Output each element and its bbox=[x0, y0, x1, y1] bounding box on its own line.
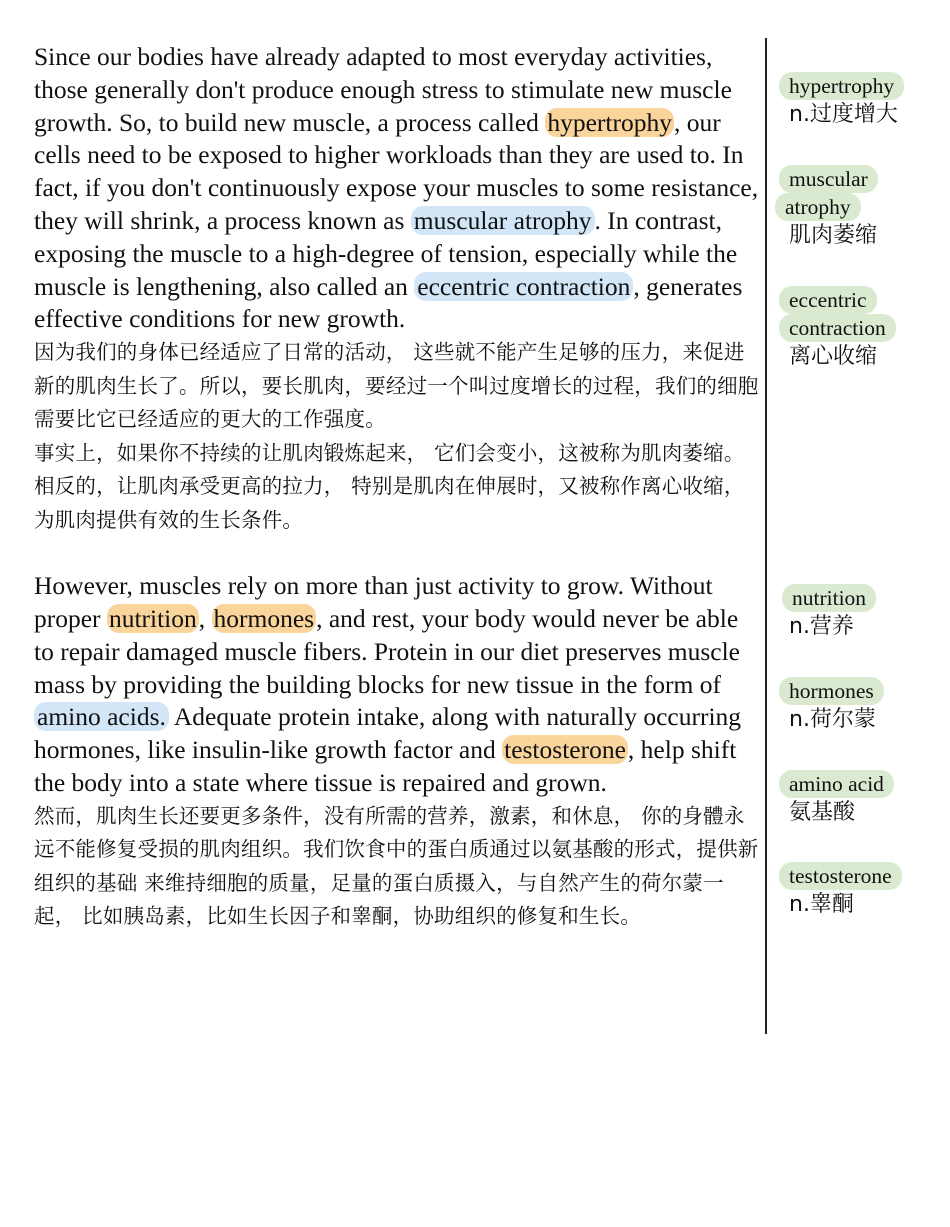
glossary-meaning: 离心收缩 bbox=[789, 344, 878, 369]
p2-text-5: , help shift the body into a state where tissue is repaired and grown. bbox=[34, 735, 737, 797]
glossary-meaning: n.荷尔蒙 bbox=[789, 707, 876, 732]
glossary-term-line-2: atrophy bbox=[775, 193, 861, 221]
highlight-muscular-atrophy[interactable]: muscular atrophy bbox=[411, 206, 595, 235]
glossary-entry-eccentric-contraction[interactable] bbox=[779, 286, 944, 372]
glossary-term-line-1: muscular bbox=[779, 165, 878, 193]
p2-text-1: However, muscles rely on more than just activity to grow. Without proper bbox=[34, 571, 713, 633]
highlight-testosterone[interactable]: testosterone bbox=[504, 735, 626, 765]
main-text-column bbox=[34, 41, 764, 934]
glossary-meaning: 肌肉萎缩 bbox=[789, 223, 878, 248]
glossary-entry-amino-acid[interactable] bbox=[779, 770, 944, 828]
highlight-hormones[interactable]: hormones bbox=[213, 603, 315, 633]
glossary-term-line-1: eccentric bbox=[779, 286, 877, 314]
glossary-entry-hormones[interactable] bbox=[779, 677, 944, 735]
glossary-term: amino acid bbox=[779, 770, 894, 798]
p2-text-2: , bbox=[198, 603, 212, 633]
glossary-term-line-2: contraction bbox=[779, 314, 896, 342]
highlight-hypertrophy[interactable]: hypertrophy bbox=[547, 107, 672, 137]
p1-text-4: , generates effective conditions for new growth. bbox=[34, 271, 743, 334]
glossary-term: hypertrophy bbox=[779, 72, 904, 100]
glossary-entry-muscular-atrophy[interactable] bbox=[779, 165, 944, 251]
glossary-term: testosterone bbox=[779, 862, 902, 890]
p2-text-3: , and rest, your body would never be able to repair damaged muscle fibers. Protein in our diet preserves muscle mass by providing the building blocks for new tissue in the form of bbox=[34, 603, 740, 699]
glossary-meaning: n.营养 bbox=[789, 614, 854, 639]
highlight-eccentric-contraction[interactable]: eccentric contraction bbox=[414, 272, 633, 301]
glossary-meaning: n.睾酮 bbox=[789, 892, 854, 917]
glossary-entry-nutrition[interactable] bbox=[779, 584, 944, 642]
paragraph-1-english bbox=[34, 41, 764, 336]
highlight-amino-acids[interactable]: amino acids. bbox=[34, 702, 169, 731]
glossary-term: hormones bbox=[779, 677, 884, 705]
paragraph-2-english bbox=[34, 570, 764, 800]
glossary-entry-hypertrophy[interactable] bbox=[779, 72, 944, 130]
column-divider bbox=[765, 38, 767, 1034]
paragraph-2-chinese: 然而，肌肉生长还要更多条件，没有所需的营养，激素，和休息， 你的身體永远不能修复受损的肌肉组织。我们饮食中的蛋白质通过以氨基酸的形式，提供新组织的基础 来维持细胞的质量，足量的蛋白质摄入，与自然产生的荷尔蒙一起， 比如胰岛素，比如生长因子和睾酮，协助组织的修复和生长。 bbox=[34, 803, 759, 929]
p2-text-4: Adequate protein intake, along with naturally occurring hormones, like insulin-like growth factor and bbox=[34, 702, 742, 765]
paragraph-1-chinese-b: 事实上，如果你不持续的让肌肉锻炼起来， 它们会变小，这被称为肌肉萎缩。相反的，让肌肉承受更高的拉力， 特别是肌肉在伸展时，又被称作离心收缩， 为肌肉提供有效的生长条件。 bbox=[34, 440, 745, 532]
highlight-nutrition[interactable]: nutrition bbox=[108, 603, 197, 633]
p1-text-2: , our cells need to be exposed to higher workloads than they are used to. In fact, if you don't continuously expose your muscles to some resistance, they will shrink, a process known as bbox=[34, 107, 759, 235]
p1-text-3: . In contrast, exposing the muscle to a high-degree of tension, especially while the muscle is lengthening, also called an bbox=[34, 205, 738, 301]
glossary-meaning: n.过度增大 bbox=[789, 102, 898, 127]
paragraph-gap bbox=[34, 537, 764, 570]
glossary-entry-testosterone[interactable] bbox=[779, 862, 944, 920]
glossary-term: nutrition bbox=[782, 584, 876, 612]
p1-text-1: Since our bodies have already adapted to most everyday activities, those generally don't produce enough stress to stimulate new muscle growth. So, to build new muscle, a process called bbox=[34, 42, 732, 137]
glossary-meaning: 氨基酸 bbox=[789, 800, 856, 825]
paragraph-1-chinese-a: 因为我们的身体已经适应了日常的活动， 这些就不能产生足够的压力，来促进新的肌肉生长了。所以，要长肌肉，要经过一个叫过度增长的过程，我们的细胞需要比它已经适应的更大的工作强度。 bbox=[34, 340, 759, 432]
